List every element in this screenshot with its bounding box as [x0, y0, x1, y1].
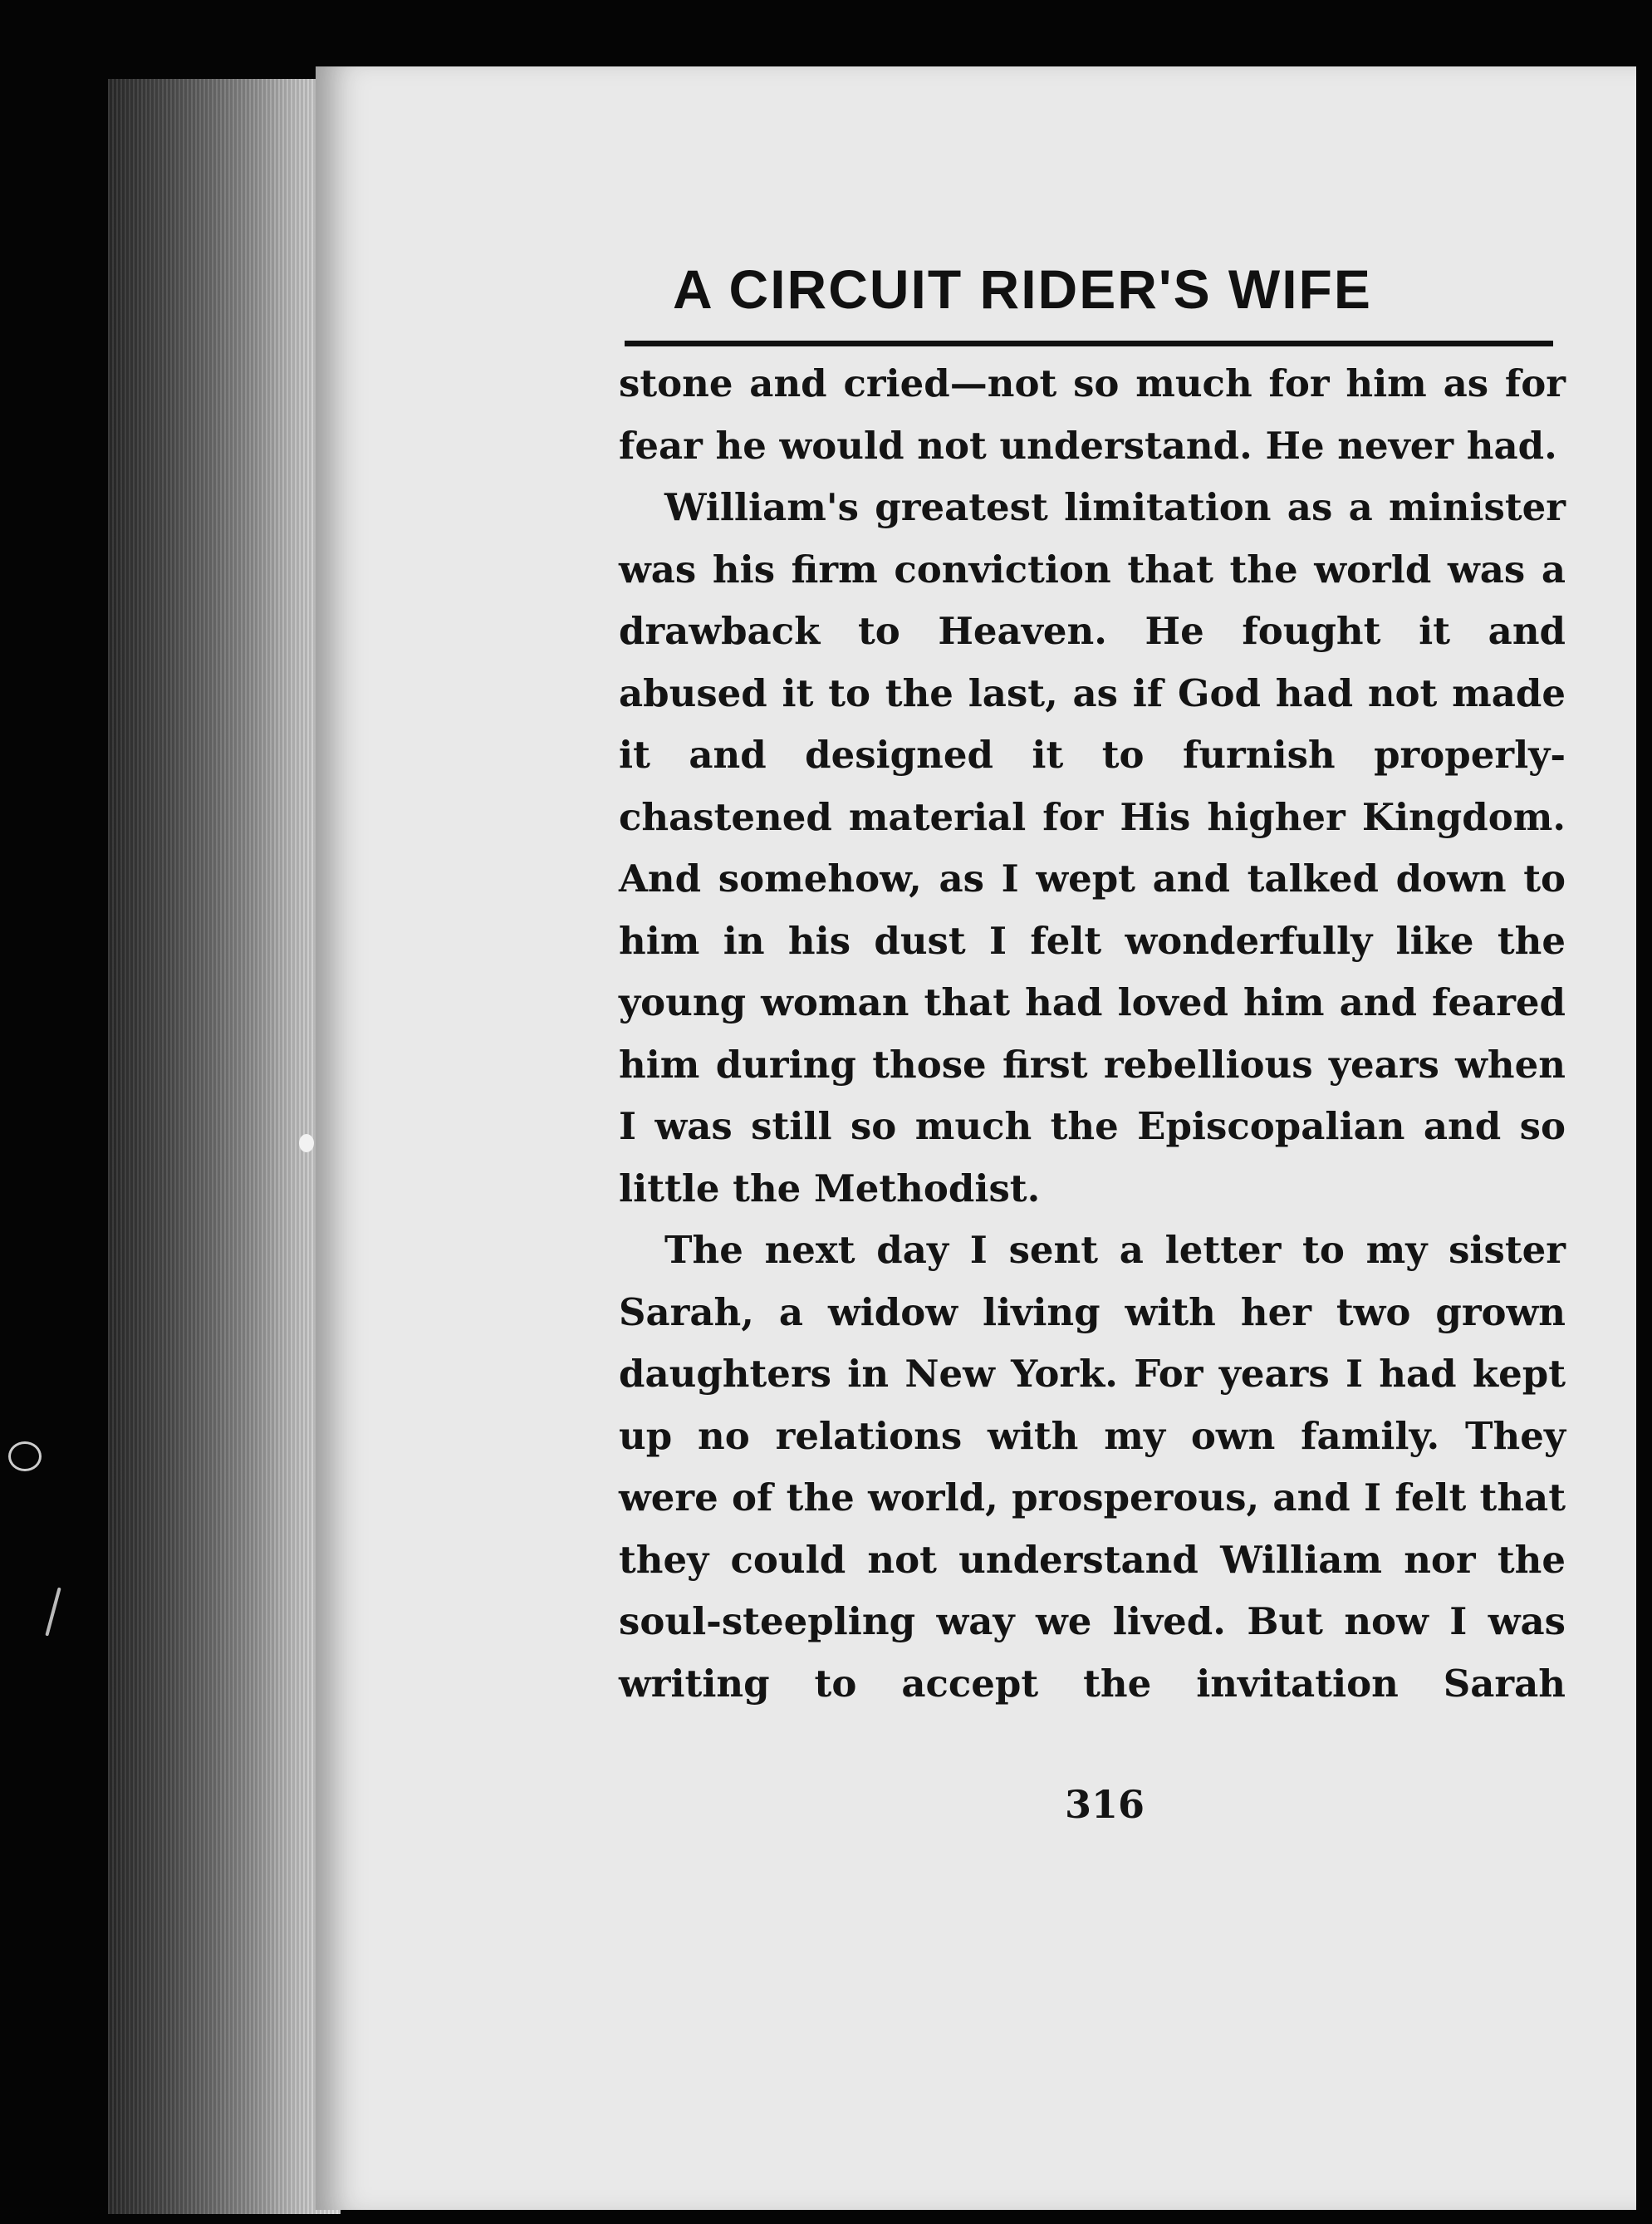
scan-speck: [45, 1588, 61, 1637]
scan-speck: [299, 1134, 314, 1152]
running-header: [625, 249, 1553, 346]
page-body-text: [619, 353, 1566, 1715]
paragraph-3: The next day I sent a letter to my sister Sarah, a widow living with her two grown daughters in New York. For years I had kept up no relations with my own family. They were of the world, prosperous, and I felt that they could not understand William nor the soul-steepling way we lived. But now I was writing to accept the invitation Sarah: [619, 1228, 1566, 1706]
paragraph-1: stone and cried—not so much for him as for fear he would not understand. He never had.: [619, 361, 1566, 468]
scan-speck: [8, 1441, 42, 1471]
page-number: 316: [1064, 1782, 1145, 1827]
running-title: A CIRCUIT RIDER'S WIFE: [673, 258, 1372, 320]
paragraph-2: William's greatest limitation as a minister was his firm conviction that the world was a drawback to Heaven. He fought it and abused it to the last, as if God had not made it and designed it to furnish properly-chastened material for His higher Kingdom. And somehow, as I wept and talked down to him in his dust I felt wonderfully like the young woman that had loved him and feared him during those first rebellious years when I was still so much the Episcopalian and so little the Methodist.: [619, 485, 1566, 1210]
